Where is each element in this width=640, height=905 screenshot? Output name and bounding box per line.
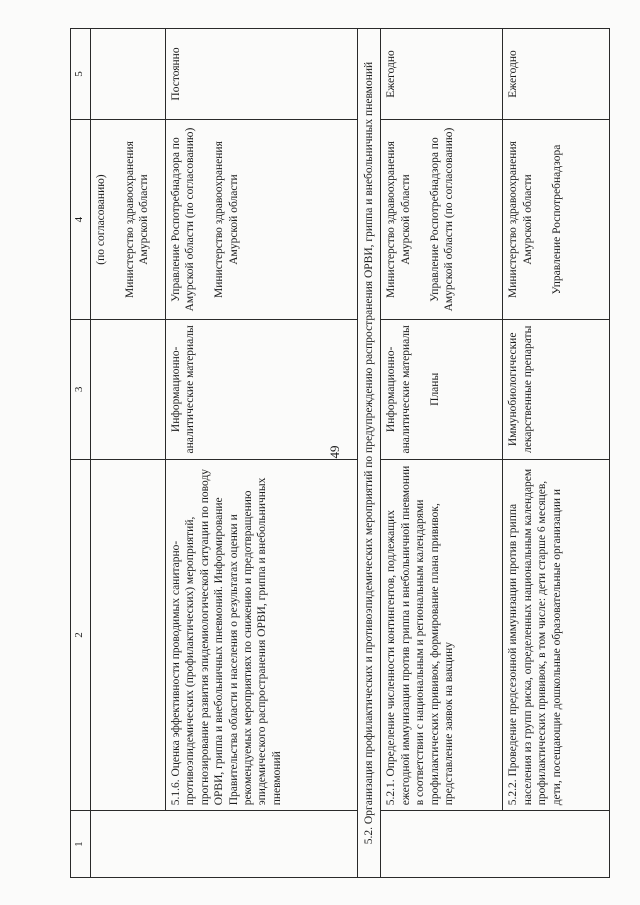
empty-cell [381,811,610,878]
measure-text-cell: 5.1.6. Оценка эффективности проводимых санитарно-противоэпидемических (профилактических) мероприятий, прогнозирование развития эпидемиологической ситуации по поводу ОРВИ, гриппа и внебольничных пневмоний. Информирование Правительства области и населения о результатах оценки и рекомендуемых мероприятиях по снижению и предотвращению эпидемического распространения ОРВИ, гриппа и внебольничных пневмоний [166,459,358,811]
form-cell: Информационно-аналитические материалы [166,320,358,459]
form-cell: Иммунобиологические лекарственные препараты [503,320,610,459]
empty-cell [91,459,166,811]
form-cell: Информационно-аналитические материалы Планы [381,320,503,459]
page-number: 49 [327,445,342,459]
term-cell: Ежегодно [503,29,610,120]
table-row-5-2-1 [381,29,503,878]
section-heading-row [358,29,381,878]
column-numbers-row [71,29,91,878]
measures-table [70,28,610,878]
table-row-5-2-2 [503,29,610,878]
term-cell: Постоянно [166,29,358,120]
table-row-continuation [91,29,166,878]
executor-cell: Министерство здравоохранения Амурской области Управление Роспотребнадзора [503,120,610,320]
rotated-plan-table-page [70,28,630,878]
col-number-1: 1 [71,811,91,878]
col-number-3: 3 [71,320,91,459]
executor-cell: (по согласованию) Министерство здравоохранения Амурской области [91,120,166,320]
executor-cell: Управление Роспотребнадзора по Амурской области (по согласованию) Министерство здравоохранения Амурской области [166,120,358,320]
term-cell: Ежегодно [381,29,503,120]
table-row-5-1-6 [166,29,358,878]
executor-cell: Министерство здравоохранения Амурской области Управление Роспотребнадзора по Амурской области (по согласованию) [381,120,503,320]
section-heading: 5.2. Организация профилактических и противоэпидемических мероприятий по предупреждению распространения ОРВИ, гриппа и внебольничных пневмоний [358,29,381,878]
empty-cell [91,29,166,120]
col-number-2: 2 [71,459,91,811]
col-number-4: 4 [71,120,91,320]
measure-text-cell: 5.2.1. Определение численности контингентов, подлежащих ежегодной иммунизации против гриппа и внебольничной пневмонии в соответствии с национальным и региональным календарями профилактических прививок, формирование плана прививок, представление заявок на вакцину [381,459,503,811]
empty-cell [91,320,166,459]
empty-cell [91,811,358,878]
measure-text-cell: 5.2.2. Проведение предсезонной иммунизации против гриппа населения из групп риска, определенных национальным календарем профилактических прививок, в том числе: дети старше 6 месяцев, дети, посещающие дошкольные образовательные организации и [503,459,610,811]
col-number-5: 5 [71,29,91,120]
